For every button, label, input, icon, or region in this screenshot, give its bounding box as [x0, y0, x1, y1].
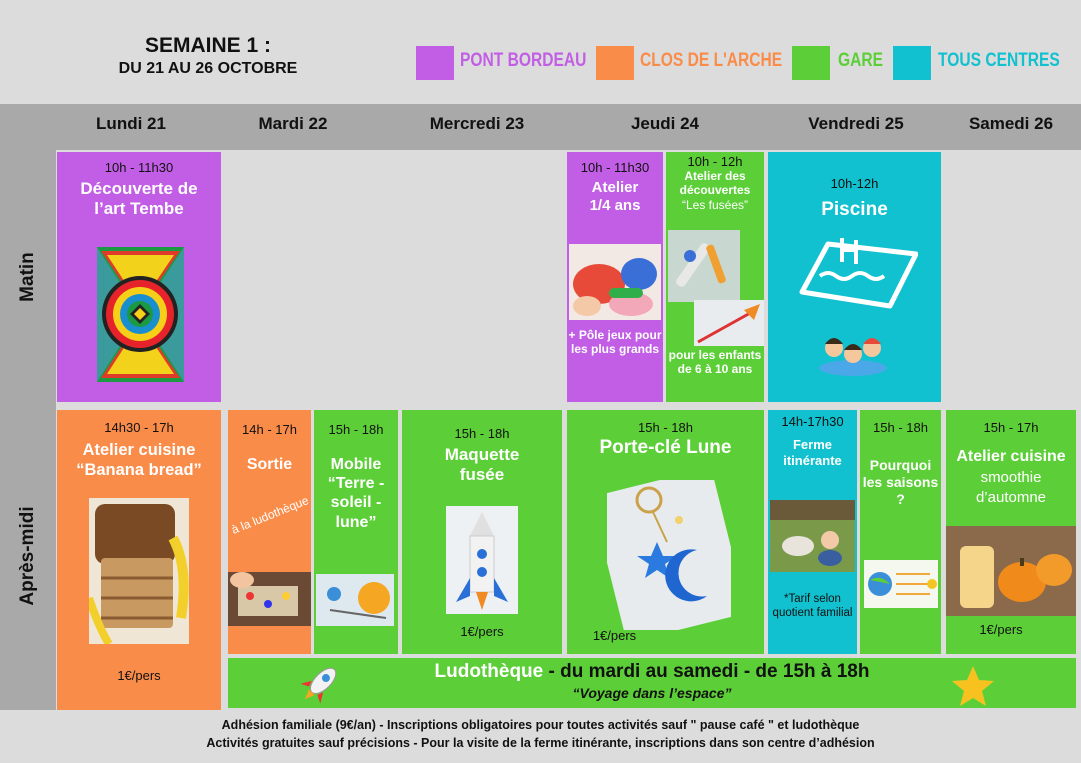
banana-bread-image — [89, 498, 189, 644]
activity-title: Piscine — [821, 199, 888, 220]
period-afternoon: Après-midi — [17, 506, 38, 606]
activity-smoothie-automne — [946, 410, 1076, 654]
activity-subtitle: “Les fusées” — [681, 197, 749, 212]
activity-time: 10h-12h — [830, 176, 879, 191]
activity-note: pour les enfants de 6 à 10 ans — [668, 348, 762, 377]
solar-mobile-image — [316, 574, 394, 626]
activity-mobile-terre-soleil-lune — [314, 410, 398, 654]
activity-title: Atelier 1/4 ans — [589, 179, 641, 214]
period-morning: Matin — [17, 252, 38, 302]
activity-price: 1€/pers — [979, 622, 1023, 637]
legend-label-pont-bordeau: PONT BORDEAU — [460, 50, 587, 71]
legend-swatch-gare — [792, 46, 830, 80]
activity-porte-cle-lune — [567, 410, 764, 654]
page-title — [78, 34, 338, 78]
day-tuesday: Mardi 22 — [258, 114, 328, 133]
footer-line1: Adhésion familiale (9€/an) - Inscriptions obligatoires pour toutes activités sauf " pause café " et ludothèque — [221, 718, 860, 732]
activity-time: 15h - 18h — [454, 426, 510, 441]
activity-time: 15h - 18h — [328, 422, 384, 437]
activity-note: *Tarif selon quotient familial — [772, 593, 853, 620]
activity-piscine — [768, 152, 941, 402]
legend-swatch-pont-bordeau — [416, 46, 454, 80]
paper-rocket-image — [446, 506, 518, 614]
seasons-diagram-image — [864, 560, 938, 608]
day-friday: Vendredi 25 — [808, 114, 904, 133]
activity-time: 10h - 11h30 — [580, 160, 650, 175]
activity-title: Atelier des découvertes — [679, 169, 751, 198]
activity-price: 1€/pers — [117, 668, 161, 683]
activity-title: Maquette fusée — [444, 445, 520, 485]
activity-time: 15h - 17h — [983, 420, 1039, 435]
footer-notes — [0, 710, 1081, 763]
activity-title: Porte-clé Lune — [599, 437, 732, 458]
farm-animals-image — [770, 500, 855, 572]
activity-time: 10h - 12h — [687, 154, 743, 169]
activity-title: Découverte de l’art Tembe — [80, 179, 198, 219]
rocket-launch-image — [694, 300, 764, 346]
activity-art-tembe — [57, 152, 221, 402]
activity-time: 14h - 17h — [242, 422, 297, 437]
board-game-image — [228, 572, 311, 626]
activity-title: Sortie — [246, 456, 293, 473]
moon-keychain-image — [607, 480, 731, 630]
legend-label-gare: GARE — [838, 50, 884, 71]
activity-time: 14h-17h30 — [781, 414, 844, 429]
activity-note: + Pôle jeux pour les plus grands — [568, 328, 662, 357]
activity-time: 14h30 - 17h — [104, 420, 174, 435]
activity-ferme-itinerante — [768, 410, 857, 654]
activity-title: Pourquoi les saisons ? — [862, 457, 939, 507]
activity-time: 15h - 18h — [873, 420, 928, 435]
smoothie-image — [946, 526, 1076, 616]
title-line2: DU 21 AU 26 OCTOBRE — [118, 60, 298, 77]
activity-subtitle: smoothie d’automne — [975, 469, 1047, 506]
toddler-play-image — [569, 244, 661, 320]
activity-time: 15h - 18h — [638, 420, 693, 435]
ludotheque-name: Ludothèque — [434, 661, 544, 682]
rocket-craft-image — [668, 230, 740, 302]
footer-line2: Activités gratuites sauf précisions - Pour la visite de la ferme itinérante, inscriptions dans son centre d’adhésion — [206, 736, 875, 751]
activity-price: 1€/pers — [592, 628, 637, 643]
ludotheque-headline — [228, 661, 1076, 683]
day-saturday: Samedi 26 — [968, 114, 1054, 133]
activity-time: 10h - 11h30 — [104, 160, 174, 175]
rocket-icon — [296, 660, 346, 706]
activity-pourquoi-saisons — [860, 410, 941, 654]
activity-subtitle: à la ludothèque — [229, 493, 311, 537]
day-monday: Lundi 21 — [96, 114, 166, 133]
star-icon — [950, 664, 996, 708]
activity-atelier-1-4-ans — [567, 152, 663, 402]
activity-atelier-decouvertes — [666, 152, 764, 402]
activity-title: Ferme itinérante — [783, 437, 842, 468]
day-wednesday: Mercredi 23 — [429, 114, 525, 133]
legend-swatch-tous-centres — [893, 46, 931, 80]
activity-maquette-fusee — [402, 410, 562, 654]
ludotheque-banner — [228, 658, 1076, 708]
activity-title: Atelier cuisine “Banana bread” — [76, 441, 202, 479]
legend-label-clos-de-l-arche: CLOS DE L'ARCHE — [640, 50, 783, 71]
activity-banana-bread — [57, 410, 221, 710]
legend-label-tous-centres: TOUS CENTRES — [938, 50, 1060, 71]
tembe-art-image — [97, 247, 184, 382]
activity-sortie-ludotheque — [228, 410, 311, 654]
day-thursday: Jeudi 24 — [630, 114, 700, 133]
title-line1: SEMAINE 1 : — [144, 34, 272, 57]
activity-title: Mobile “Terre -soleil -lune” — [327, 456, 385, 531]
ludotheque-subtitle: “Voyage dans l’espace” — [572, 685, 732, 701]
activity-title: Atelier cuisine — [956, 448, 1066, 465]
activity-price: 1€/pers — [460, 624, 504, 639]
legend-swatch-clos-de-l-arche — [596, 46, 634, 80]
swimming-kids-icon — [818, 324, 888, 378]
ludotheque-schedule: - du mardi au samedi - de 15h à 18h — [543, 661, 870, 682]
pool-icon — [798, 234, 918, 314]
